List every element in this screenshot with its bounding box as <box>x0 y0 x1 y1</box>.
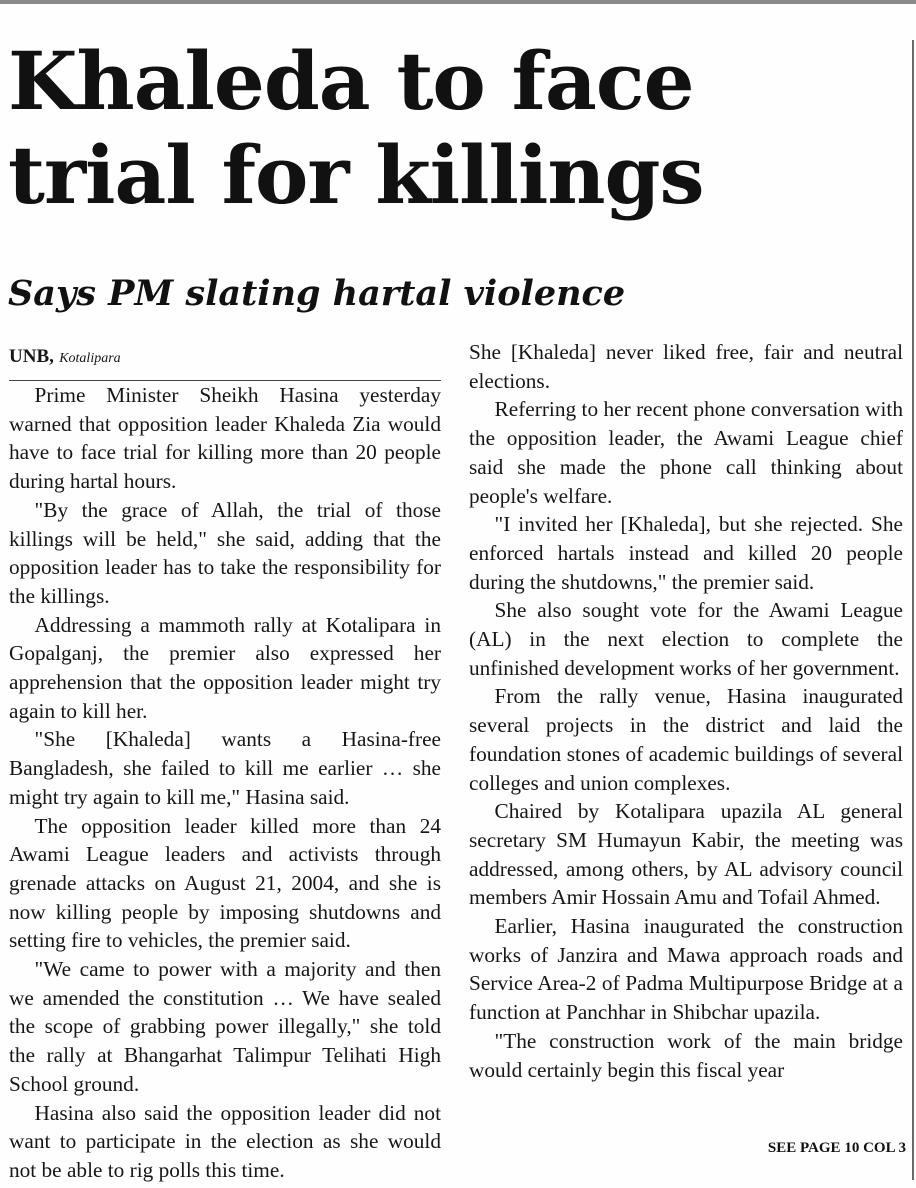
subheadline: Says PM slating hartal violence <box>8 273 626 314</box>
byline-agency: UNB, <box>9 346 54 367</box>
paragraph: Prime Minister Sheikh Hasina yesterday warned that opposition leader Khaleda Zia would have to face trial for killing more than 20 people during hartal hours. <box>9 383 441 494</box>
article-column-1 <box>9 340 441 1185</box>
paragraph: Referring to her recent phone conversation with the opposition leader, the Awami League chief said she made the phone call thinking about people's welfare. <box>469 397 903 508</box>
byline <box>9 340 441 381</box>
paragraph: She also sought vote for the Awami League (AL) in the next election to complete the unfinished development works of her government. <box>469 598 903 680</box>
top-rule <box>0 0 916 4</box>
headline-line-2: trial for killings <box>8 128 704 222</box>
paragraph: "She [Khaleda] wants a Hasina-free Bangladesh, she failed to kill me earlier … she might try again to kill me," Hasina said. <box>9 727 441 809</box>
paragraph: "By the grace of Allah, the trial of those killings will be held," she said, adding that the opposition leader has to take the responsibility for the killings. <box>9 497 441 608</box>
headline <box>8 34 908 222</box>
paragraph: Earlier, Hasina inaugurated the construction works of Janzira and Mawa approach roads and Service Area-2 of Padma Multipurpose Bridge at a function at Panchhar in Shibchar upazila. <box>469 914 903 1025</box>
paragraph: Chaired by Kotalipara upazila AL general secretary SM Humayun Kabir, the meeting was addressed, among others, by AL advisory council members Amir Hossain Amu and Tofail Ahmed. <box>469 799 903 910</box>
continued-on-page-jump: SEE PAGE 10 COL 3 <box>767 1140 906 1156</box>
byline-place: Kotalipara <box>59 351 121 366</box>
paragraph: She [Khaleda] never liked free, fair and neutral elections. <box>469 340 903 393</box>
paragraph: From the rally venue, Hasina inaugurated several projects in the district and laid the foundation stones of academic buildings of several colleges and union complexes. <box>469 684 903 795</box>
paragraph: Addressing a mammoth rally at Kotalipara in Gopalganj, the premier also expressed her apprehension that the opposition leader might try again to kill her. <box>9 612 441 723</box>
paragraph: Hasina also said the opposition leader did not want to participate in the election as she would not be able to rig polls this time. <box>9 1100 441 1182</box>
headline-line-1: Khaleda to face <box>8 34 694 128</box>
article-column-2 <box>469 338 903 1084</box>
paragraph: "The construction work of the main bridge would certainly begin this fiscal year <box>469 1028 903 1082</box>
paragraph: "I invited her [Khaleda], but she rejected. She enforced hartals instead and killed 20 people during the shutdowns," the premier said. <box>469 512 903 594</box>
paragraph: "We came to power with a majority and then we amended the constitution … We have sealed the scope of grabbing power illegally," she told the rally at Bhangarhat Talimpur Telihati High School ground. <box>9 957 441 1096</box>
paragraph: The opposition leader killed more than 24 Awami League leaders and activists through grenade attacks on August 21, 2004, and she is now killing people by imposing shutdowns and setting fire to vehicles, the premier said. <box>9 813 441 953</box>
right-border-rule <box>912 40 914 1180</box>
